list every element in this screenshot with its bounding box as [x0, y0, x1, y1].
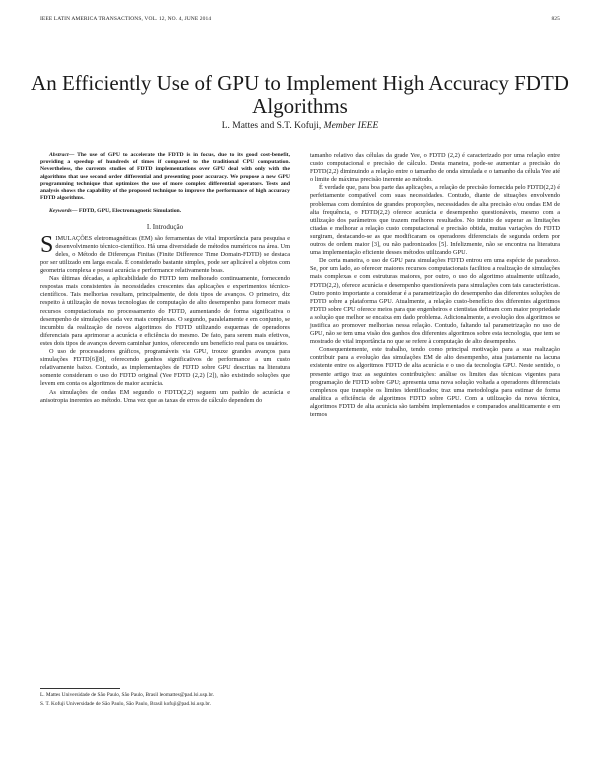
intro-paragraph-1-text: IMULAÇÕES eletromagnéticas (EM) são ferramentas de vital importância para pesquisa e desenvolvimento técnico-científico. Há uma diversidade de métodos numéricos na área. Um deles, o Método de Diferenças Finitas (Finite Difference Time Domain-FDTD) se destaca por ser utilizado em larga escala. É considerado bastante simples, pode ser aplicável a objetos com geometria complexa e possui acurácia e performance relativamente boas.	[40, 234, 290, 275]
left-column	[40, 152, 290, 405]
keywords-label: Keywords	[49, 208, 72, 215]
footnote-rule	[40, 688, 120, 689]
intro-paragraph-3: O uso de processadores gráficos, programáveis via GPU, trouxe grandes avanços para simulações FDTD[6][8], oferecendo ganhos significativos de performance a um custo relativamente baixo. Contudo, as implementações de FDTD sobre GPU descritas na literatura somente consideram o uso do FDTD original (Yee FDTD (2,2) [2]), não existindo soluções que levem em conta os algoritmos de maior acurácia.	[40, 348, 290, 388]
author-names: L. Mattes and S.T. Kofuji,	[221, 121, 324, 131]
page-number: 825	[551, 16, 560, 22]
right-paragraph-4: Consequentemente, este trabalho, tendo como principal motivação para a sua realização contribuir para a evolução das simulações EM de alto desempenho, atua justamente na lacuna existente entre os algoritmos FDTD de alta acurácia e o uso da tecnologia GPU. Neste sentido, o presente artigo traz as seguintes contribuições: análise os limites das técnicas vigentes para programação de FDTD sobre GPU; apresenta uma nova solução voltada a operadores diferenciais complexos que transpõe os limites identificados; traz uma metodologia para estimar de forma analítica a eficiência de algoritmos FDTD sobre GPU. Com a utilização da nova técnica, algoritmos FDTD de alta acurácia são também implementados e comparados analiticamente e em termos	[310, 346, 560, 418]
running-header	[40, 16, 560, 26]
intro-paragraph-1	[40, 231, 290, 275]
keywords	[40, 208, 290, 215]
footnotes	[40, 688, 290, 710]
right-paragraph-1: tamanho relativo das células da grade Yee, o FDTD (2,2) é caracterizado por uma relação entre custo computacional e precisão de cálculo. Desta maneira, pode-se aumentar a precisão do FDTD(2,2) diminuindo a relação entre o tamanho de onda simulada e o tamanho da célula Yee até o limite de máxima precisão inerente ao método.	[310, 152, 560, 184]
author-role: Member IEEE	[323, 121, 379, 131]
footnote-1: L. Mattes Universidade de São Paulo, São Paulo, Brasil leomattes@pad.lsi.usp.br.	[40, 692, 215, 698]
right-paragraph-2: É verdade que, para boa parte das aplicações, a relação de precisão fornecida pelo FDTD(2,2) é perfeitamente compatível com suas necessidades. Contudo, diante de situações envolvendo problemas com domínios de grandes proporções, necessidades de alta precisão e/ou ondas EM de alta frequência, o FDTD(2,2) oferece acurácia e desempenho questionáveis, mesmo com a utilização dos parâmetros que trazem melhores resultados. No intuito de superar as limitações citadas e melhorar a relação custo computacional e precisão obtida, muitas variações do FDTD surgiram, destacando-se as que modificaram os operadores diferenciais de segunda ordem por outros de ordem maior [3], ou não padronizados [5]. Infelizmente, não se encontra na literatura uma implementação eficiente desses métodos utilizando GPU.	[310, 184, 560, 257]
intro-paragraph-2: Nas últimas décadas, a aplicabilidade do FDTD tem melhorado continuamente, fornecendo respostas mais consistentes às necessidades crescentes das aplicações e experimentos técnico-científicos. Tais melhorias resultam, principalmente, de dois tipos de avanços. O primeiro, diz respeito à utilização de novas tecnologias de computação de alto desempenho para fornecer mais recursos computacionais no processamento do FDTD, aumentando de forma significativa o desempenho de simulações cada vez mais complexas. O segundo, paralelamente e em conjunto, se incumbiu da realização de novos algoritmos do FDTD utilizando esquemas de operadores diferenciais para aprimorar a acurácia e eficiência do mesmo. De fato, para serem mais efetivos, estes dois tipos de avanços devem caminhar juntos, oferecendo um benefício real para os usuários.	[40, 275, 290, 347]
abstract-text: — The use of GPU to accelerate the FDTD is in focus, due to its good cost-benefit, providing a speedup of hundreds of times if compared to the traditional CPU computation. Nevertheless, the currents studies of FDTD implementations over GPU deal with only with the algorithms that use second order differential and presenting poor accuracy. We propose a new GPU programming technique that optimizes the use of more complex differential operators. Tests and analysis shows the capability of the proposed technique to improve the performance of high accuracy FDTD algorithms.	[40, 152, 290, 202]
drop-cap: S	[40, 231, 54, 258]
right-paragraph-3: De certa maneira, o uso de GPU para simulações FDTD entrou em uma espécie de paradoxo. Se, por um lado, ao oferecer maiores recursos computacionais facilitou a realização de simulações mais complexas e com estruturas maiores, por outro, o uso do algoritmo atualmente utilizado, FDTD(2,2), oferece acurácia e desempenho questionáveis para simulações com tais características. Outro ponto importante a considerar é a parametrização do desempenho das diferentes soluções de FDTD sobre a plataforma GPU. Atualmente, a relação custo-benefício dos diferentes algoritmos FDTD sobre CPU oferece meios para que engenheiros e cientistas definam com maior propriedade a solução que melhor se encaixa em dado problema. Adicionalmente, a evolução dos algoritmos se justifica ao promover melhorias nessa relação. Contudo, faltando tal parametrização no uso de GPU, não se tem uma visão dos ganhos dos diferentes algoritmos sobre esta tecnologia, que tem se mostrado de vital importância no que se refere à computação de alto desempenho.	[310, 257, 560, 346]
footnote-2: S. T. Kofuji Universidade de São Paulo, São Paulo, Brasil kofuji@pad.lsi.usp.br.	[40, 701, 211, 707]
paper-title: An Efficiently Use of GPU to Implement High Accuracy FDTD Algorithms	[31, 71, 569, 118]
journal-header: IEEE LATIN AMERICA TRANSACTIONS, VOL. 12, NO. 4, JUNE 2014	[40, 16, 212, 22]
keywords-text: — FDTD, GPU, Electromagnetic Simulation.	[71, 208, 182, 215]
right-column	[310, 152, 560, 419]
section-heading-introduction: I. Introdução	[146, 222, 184, 231]
authors-line	[20, 121, 580, 131]
abstract-label: Abstract	[49, 152, 69, 158]
intro-paragraph-4: As simulações de ondas EM segundo o FDTD(2,2) seguem um padrão de acurácia e anisotropia inerentes ao método. Uma vez que as taxas de erros de cálculo dependem do	[40, 388, 290, 404]
abstract	[40, 152, 290, 202]
